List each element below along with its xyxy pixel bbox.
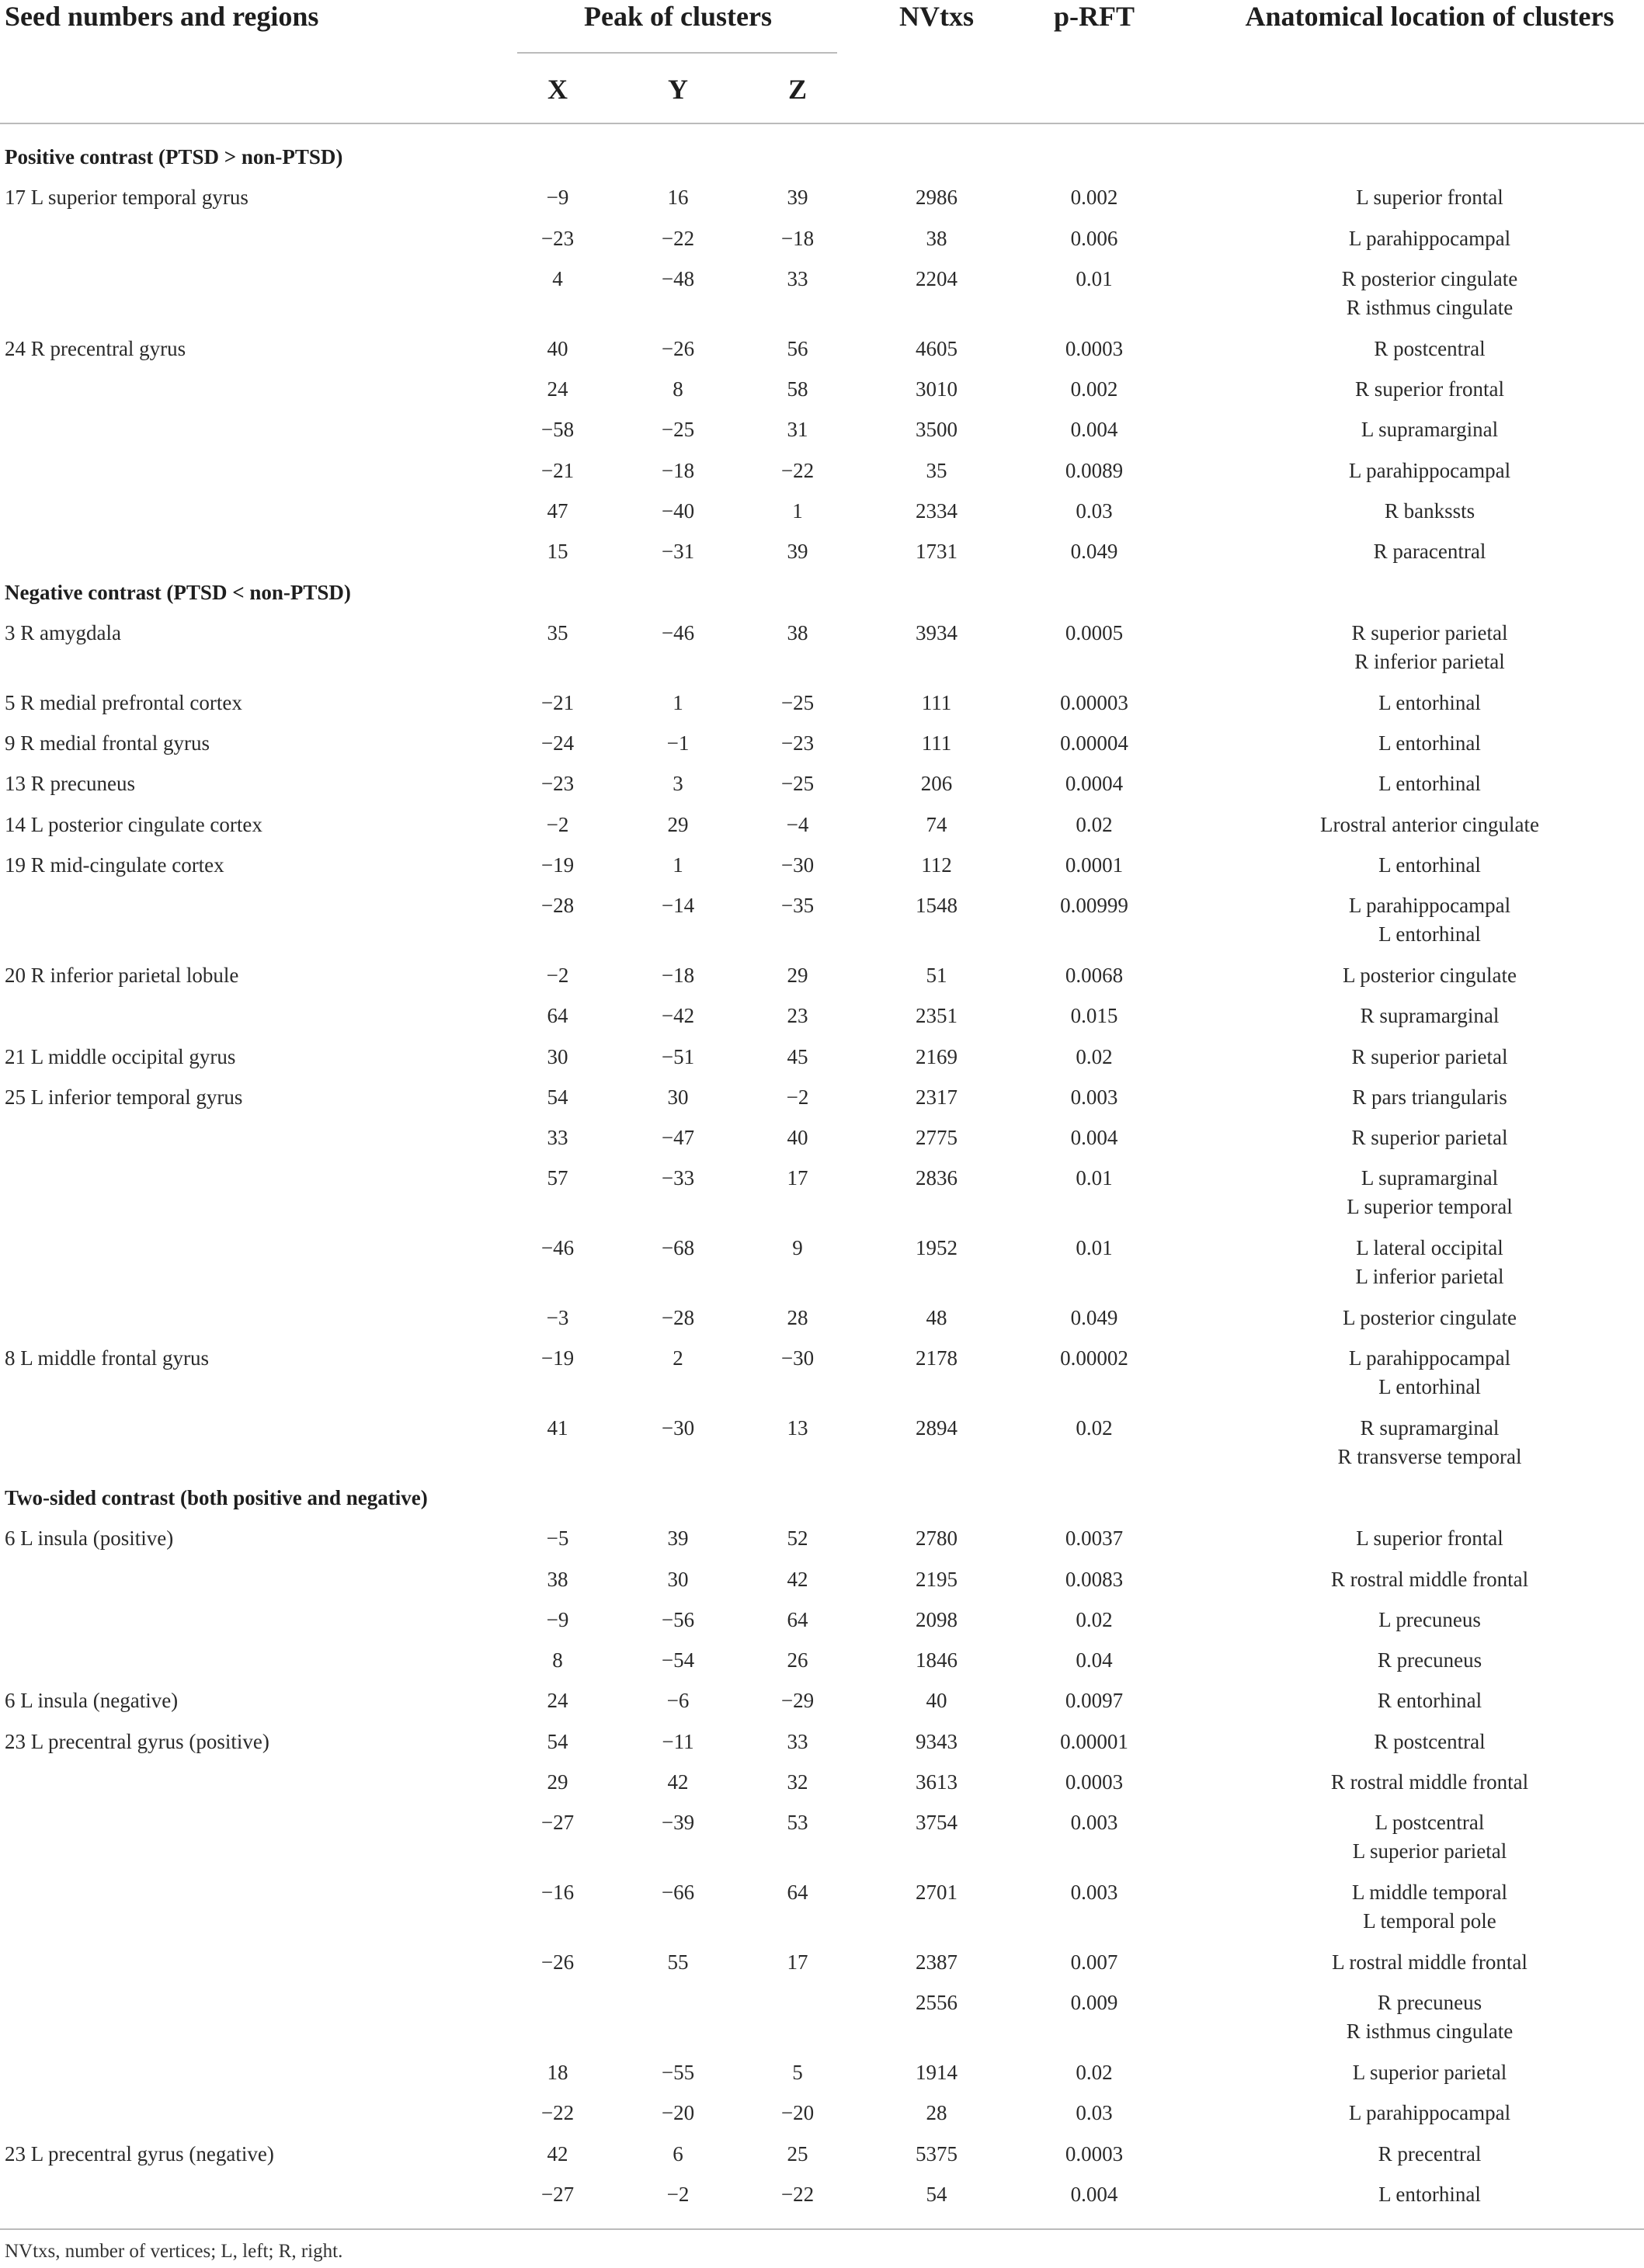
peak-y: 6 [673,2141,683,2166]
nvtxs-value: 74 [926,812,947,836]
p-rft-value: 0.004 [1070,1126,1118,1150]
peak-y: 39 [667,1526,689,1551]
p-rft-value: 0.01 [1076,1236,1113,1260]
peak-x: −9 [546,1607,569,1631]
anatomical-location: R transverse temporal [1337,1445,1522,1469]
peak-z: 56 [787,336,808,360]
p-rft-value: 0.0005 [1065,620,1124,644]
peak-x: −24 [540,731,575,755]
peak-z: 29 [787,963,808,987]
nvtxs-value: 2775 [916,1126,958,1150]
peak-x: 40 [547,336,568,360]
peak-y: −18 [661,458,695,482]
anatomical-location: L middle temporal [1352,1881,1507,1905]
nvtxs-value: 40 [926,1689,947,1713]
anatomical-location: L parahippocampal [1348,226,1511,250]
header-rule [0,123,1644,124]
anatomical-location: L parahippocampal [1348,894,1511,918]
peak-y: 2 [673,1346,683,1370]
nvtxs-value: 2556 [916,1991,958,2015]
peak-z: 38 [787,620,808,644]
footnote: NVtxs, number of vertices; L, left; R, right. [5,2241,343,2262]
peak-x: −16 [540,1881,575,1905]
peak-y: −25 [661,418,695,442]
peak-z: 25 [787,2141,808,2166]
anatomical-location: L entorhinal [1378,853,1481,877]
peak-y: −66 [661,1881,695,1905]
anatomical-location: L entorhinal [1378,731,1481,755]
anatomical-location: R inferior parietal [1354,649,1505,673]
peak-x: −2 [546,963,569,987]
anatomical-location: L lateral occipital [1356,1236,1503,1260]
peak-z: 26 [787,1648,808,1672]
anatomical-location: L entorhinal [1378,772,1481,796]
nvtxs-value: 3010 [916,377,958,401]
anatomical-location: L parahippocampal [1348,458,1511,482]
nvtxs-value: 111 [921,690,952,714]
peak-z: 13 [787,1416,808,1440]
peak-z: 23 [787,1004,808,1028]
peak-y: 42 [667,1770,689,1794]
anatomical-location: R superior parietal [1351,1126,1508,1150]
anatomical-location: L parahippocampal [1348,2101,1511,2125]
anatomical-location: R supramarginal [1360,1004,1500,1028]
p-rft-value: 0.04 [1076,1648,1113,1672]
peak-z: −35 [780,894,815,918]
nvtxs-value: 28 [926,2101,947,2125]
nvtxs-value: 48 [926,1306,947,1329]
p-rft-value: 0.01 [1076,266,1113,290]
peak-z: 33 [787,266,808,290]
peak-z: 32 [787,1770,808,1794]
anatomical-location: L rostral middle frontal [1332,1950,1528,1974]
peak-y: −48 [661,266,695,290]
header-z: Z [787,74,808,105]
nvtxs-value: 1914 [916,2061,958,2084]
anatomical-location: R paracentral [1373,540,1486,564]
peak-z: −25 [780,690,815,714]
peak-z: −30 [780,853,815,877]
p-rft-value: 0.0003 [1065,1770,1124,1794]
p-rft-value: 0.009 [1070,1991,1118,2015]
peak-y: −47 [661,1126,695,1150]
peak-y: −39 [661,1811,695,1835]
seed-region: 25 L inferior temporal gyrus [5,1085,243,1109]
peak-x: 57 [547,1166,568,1190]
peak-x: −23 [540,772,575,796]
p-rft-value: 0.0089 [1065,458,1124,482]
p-rft-value: 0.0037 [1065,1526,1124,1551]
seed-region: 8 L middle frontal gyrus [5,1346,209,1370]
peak-x: 38 [547,1567,568,1591]
p-rft-value: 0.02 [1076,1044,1113,1068]
peak-y: −2 [666,2182,690,2206]
peak-y: 29 [667,812,689,836]
anatomical-location: L entorhinal [1378,2182,1481,2206]
peak-z: −22 [780,2182,815,2206]
peak-y: −56 [661,1607,695,1631]
section-title: Positive contrast (PTSD > non-PTSD) [5,145,343,168]
p-rft-value: 0.004 [1070,418,1118,442]
anatomical-location: L postcentral [1375,1811,1485,1835]
peak-x: −23 [540,226,575,250]
nvtxs-value: 3754 [916,1811,958,1835]
p-rft-value: 0.003 [1070,1085,1118,1109]
anatomical-location: R rostral middle frontal [1330,1567,1529,1591]
peak-x: 42 [547,2141,568,2166]
seed-region: 23 L precentral gyrus (negative) [5,2141,274,2166]
nvtxs-value: 35 [926,458,947,482]
peak-x: 30 [547,1044,568,1068]
anatomical-location: L parahippocampal [1348,1346,1511,1370]
p-rft-value: 0.00002 [1060,1346,1128,1370]
peak-y: −40 [661,498,695,523]
peak-x: 64 [547,1004,568,1028]
peak-y: −20 [661,2101,695,2125]
anatomical-location: R supramarginal [1360,1416,1500,1440]
peak-y: 55 [667,1950,689,1974]
peak-x: 8 [552,1648,563,1672]
peak-y: 8 [673,377,683,401]
peak-z: −30 [780,1346,815,1370]
peak-y: 1 [673,853,683,877]
nvtxs-value: 5375 [916,2141,958,2166]
peak-y: 1 [673,690,683,714]
peak-y: 30 [667,1567,689,1591]
nvtxs-value: 1846 [916,1648,958,1672]
p-rft-value: 0.004 [1070,2182,1118,2206]
peak-y: −51 [661,1044,695,1068]
peak-y: −55 [661,2061,695,2084]
anatomical-location: L temporal pole [1363,1909,1496,1933]
p-rft-value: 0.02 [1076,1416,1113,1440]
peak-z: 5 [792,2061,803,2084]
p-rft-value: 0.0068 [1065,963,1124,987]
peak-y: −31 [661,540,695,564]
peak-x: −9 [546,186,569,210]
nvtxs-value: 2098 [916,1607,958,1631]
p-rft-value: 0.00004 [1060,731,1128,755]
seed-region: 19 R mid-cingulate cortex [5,853,224,877]
bottom-rule [0,2228,1644,2230]
peak-x: −21 [540,458,575,482]
nvtxs-value: 1952 [916,1236,958,1260]
anatomical-location: R precentral [1378,2141,1482,2166]
peak-y: 16 [667,186,689,210]
peak-z: 42 [787,1567,808,1591]
peak-y: −68 [661,1236,695,1260]
nvtxs-value: 2986 [916,186,958,210]
header-anatomical: Anatomical location of clusters [1245,1,1614,32]
anatomical-location: R isthmus cingulate [1346,2020,1514,2044]
p-rft-value: 0.002 [1070,186,1118,210]
peak-y: −54 [661,1648,695,1672]
p-rft-value: 0.015 [1070,1004,1118,1028]
anatomical-location: L superior parietal [1352,2061,1507,2084]
anatomical-location: R superior frontal [1355,377,1504,401]
p-rft-value: 0.00003 [1060,690,1128,714]
peak-x: −22 [540,2101,575,2125]
peak-z: 39 [787,540,808,564]
peak-y: −11 [662,1729,694,1753]
peak-y: −33 [661,1166,695,1190]
nvtxs-value: 2169 [916,1044,958,1068]
p-rft-value: 0.02 [1076,2061,1113,2084]
anatomical-location: L superior frontal [1356,186,1503,210]
anatomical-location: L supramarginal [1361,418,1499,442]
peak-x: 24 [547,377,568,401]
peak-x: −26 [540,1950,575,1974]
p-rft-value: 0.00999 [1060,894,1128,918]
nvtxs-value: 4605 [916,336,958,360]
anatomical-location: L inferior parietal [1355,1265,1504,1289]
peak-x: −58 [540,418,575,442]
peak-x: −19 [540,1346,575,1370]
peak-underline [517,52,837,54]
peak-z: −20 [780,2101,815,2125]
header-seed: Seed numbers and regions [5,1,319,32]
peak-x: −3 [546,1306,569,1329]
anatomical-location: R precuneus [1377,1991,1482,2015]
peak-x: −27 [540,1811,575,1835]
nvtxs-value: 51 [926,963,947,987]
nvtxs-value: 2780 [916,1526,958,1551]
peak-y: −14 [661,894,695,918]
anatomical-location: L entorhinal [1378,922,1481,946]
seed-region: 6 L insula (positive) [5,1526,174,1551]
peak-z: 9 [792,1236,803,1260]
peak-z: −22 [780,458,815,482]
anatomical-location: R superior parietal [1351,1044,1508,1068]
p-rft-value: 0.0003 [1065,2141,1124,2166]
p-rft-value: 0.0004 [1065,772,1124,796]
peak-y: −6 [666,1689,690,1713]
peak-z: −23 [780,731,815,755]
nvtxs-value: 2317 [916,1085,958,1109]
peak-x: −27 [540,2182,575,2206]
nvtxs-value: 111 [921,731,952,755]
anatomical-location: Lrostral anterior cingulate [1320,812,1539,836]
peak-z: 45 [787,1044,808,1068]
nvtxs-value: 9343 [916,1729,958,1753]
peak-z: 64 [787,1881,808,1905]
p-rft-value: 0.01 [1076,1166,1113,1190]
nvtxs-value: 2836 [916,1166,958,1190]
anatomical-location: R pars triangularis [1352,1085,1507,1109]
seed-region: 20 R inferior parietal lobule [5,963,239,987]
peak-y: −26 [661,336,695,360]
peak-y: −22 [661,226,695,250]
seed-region: 23 L precentral gyrus (positive) [5,1729,269,1753]
anatomical-location: R bankssts [1384,498,1475,523]
nvtxs-value: 206 [920,772,953,796]
peak-x: −2 [546,812,569,836]
nvtxs-value: 3613 [916,1770,958,1794]
header-x: X [547,74,568,105]
anatomical-location: R posterior cingulate [1341,266,1518,290]
p-rft-value: 0.006 [1070,226,1118,250]
anatomical-location: R postcentral [1374,1729,1486,1753]
seed-region: 13 R precuneus [5,772,135,796]
peak-x: −5 [546,1526,569,1551]
peak-z: −4 [786,812,809,836]
nvtxs-value: 1548 [916,894,958,918]
anatomical-location: L precuneus [1378,1607,1481,1631]
peak-y: 30 [667,1085,689,1109]
peak-z: −2 [786,1085,809,1109]
p-rft-value: 0.049 [1070,540,1118,564]
peak-z: 53 [787,1811,808,1835]
seed-region: 5 R medial prefrontal cortex [5,690,242,714]
seed-region: 24 R precentral gyrus [5,336,186,360]
peak-y: −42 [661,1004,695,1028]
nvtxs-value: 38 [926,226,947,250]
section-title: Negative contrast (PTSD < non-PTSD) [5,580,351,604]
p-rft-value: 0.00001 [1060,1729,1128,1753]
peak-x: 33 [547,1126,568,1150]
peak-x: −21 [540,690,575,714]
nvtxs-value: 54 [926,2182,947,2206]
peak-x: 18 [547,2061,568,2084]
nvtxs-value: 3500 [916,418,958,442]
p-rft-value: 0.003 [1070,1881,1118,1905]
peak-x: −28 [540,894,575,918]
anatomical-location: R precuneus [1377,1648,1482,1672]
anatomical-location: L entorhinal [1378,1375,1481,1399]
anatomical-location: R rostral middle frontal [1330,1770,1529,1794]
anatomical-location: R superior parietal [1351,620,1508,644]
peak-y: −46 [661,620,695,644]
p-rft-value: 0.02 [1076,812,1113,836]
header-nvtxs: NVtxs [899,1,974,32]
anatomical-location: R entorhinal [1377,1689,1482,1713]
anatomical-location: L supramarginal [1361,1166,1499,1190]
peak-y: −28 [661,1306,695,1329]
p-rft-value: 0.0083 [1065,1567,1124,1591]
nvtxs-value: 2178 [916,1346,958,1370]
peak-x: 15 [547,540,568,564]
peak-x: 35 [547,620,568,644]
peak-z: −25 [780,772,815,796]
seed-region: 17 L superior temporal gyrus [5,186,249,210]
peak-z: 64 [787,1607,808,1631]
anatomical-location: L posterior cingulate [1343,1306,1517,1329]
peak-x: 54 [547,1085,568,1109]
nvtxs-value: 2701 [916,1881,958,1905]
peak-z: −29 [780,1689,815,1713]
anatomical-location: L posterior cingulate [1343,963,1517,987]
peak-z: 17 [787,1950,808,1974]
peak-z: 40 [787,1126,808,1150]
nvtxs-value: 2334 [916,498,958,523]
p-rft-value: 0.03 [1076,498,1113,523]
peak-x: 4 [552,266,563,290]
p-rft-value: 0.03 [1076,2101,1113,2125]
header-y: Y [668,74,688,105]
nvtxs-value: 2351 [916,1004,958,1028]
nvtxs-value: 2195 [916,1567,958,1591]
p-rft-value: 0.0097 [1065,1689,1124,1713]
seed-region: 3 R amygdala [5,620,121,644]
p-rft-value: 0.007 [1070,1950,1118,1974]
peak-x: 41 [547,1416,568,1440]
peak-z: 52 [787,1526,808,1551]
anatomical-location: L entorhinal [1378,690,1481,714]
p-rft-value: 0.003 [1070,1811,1118,1835]
peak-z: 1 [792,498,803,523]
anatomical-location: L superior temporal [1347,1195,1513,1219]
peak-z: 58 [787,377,808,401]
header-prft: p-RFT [1053,1,1135,32]
nvtxs-value: 3934 [916,620,958,644]
anatomical-location: L superior parietal [1352,1839,1507,1863]
peak-z: 28 [787,1306,808,1329]
nvtxs-value: 112 [921,853,952,877]
peak-y: −30 [661,1416,695,1440]
peak-y: −18 [661,963,695,987]
peak-x: −19 [540,853,575,877]
anatomical-location: R postcentral [1374,336,1486,360]
nvtxs-value: 2204 [916,266,958,290]
peak-z: 17 [787,1166,808,1190]
peak-y: −1 [666,731,690,755]
peak-x: 29 [547,1770,568,1794]
peak-x: 47 [547,498,568,523]
seed-region: 9 R medial frontal gyrus [5,731,210,755]
seed-region: 6 L insula (negative) [5,1689,179,1713]
peak-x: −46 [540,1236,575,1260]
p-rft-value: 0.02 [1076,1607,1113,1631]
header-peak: Peak of clusters [584,1,772,32]
peak-z: 31 [787,418,808,442]
section-title: Two-sided contrast (both positive and negative) [5,1485,428,1509]
seed-region: 21 L middle occipital gyrus [5,1044,236,1068]
p-rft-value: 0.002 [1070,377,1118,401]
nvtxs-value: 1731 [916,540,958,564]
peak-z: 39 [787,186,808,210]
nvtxs-value: 2387 [916,1950,958,1974]
anatomical-location: R isthmus cingulate [1346,295,1514,319]
seed-region: 14 L posterior cingulate cortex [5,812,262,836]
p-rft-value: 0.049 [1070,1306,1118,1329]
peak-y: 3 [673,772,683,796]
p-rft-value: 0.0001 [1065,853,1124,877]
p-rft-value: 0.0003 [1065,336,1124,360]
peak-z: −18 [780,226,815,250]
peak-x: 54 [547,1729,568,1753]
peak-x: 24 [547,1689,568,1713]
nvtxs-value: 2894 [916,1416,958,1440]
anatomical-location: L superior frontal [1356,1526,1503,1551]
peak-z: 33 [787,1729,808,1753]
